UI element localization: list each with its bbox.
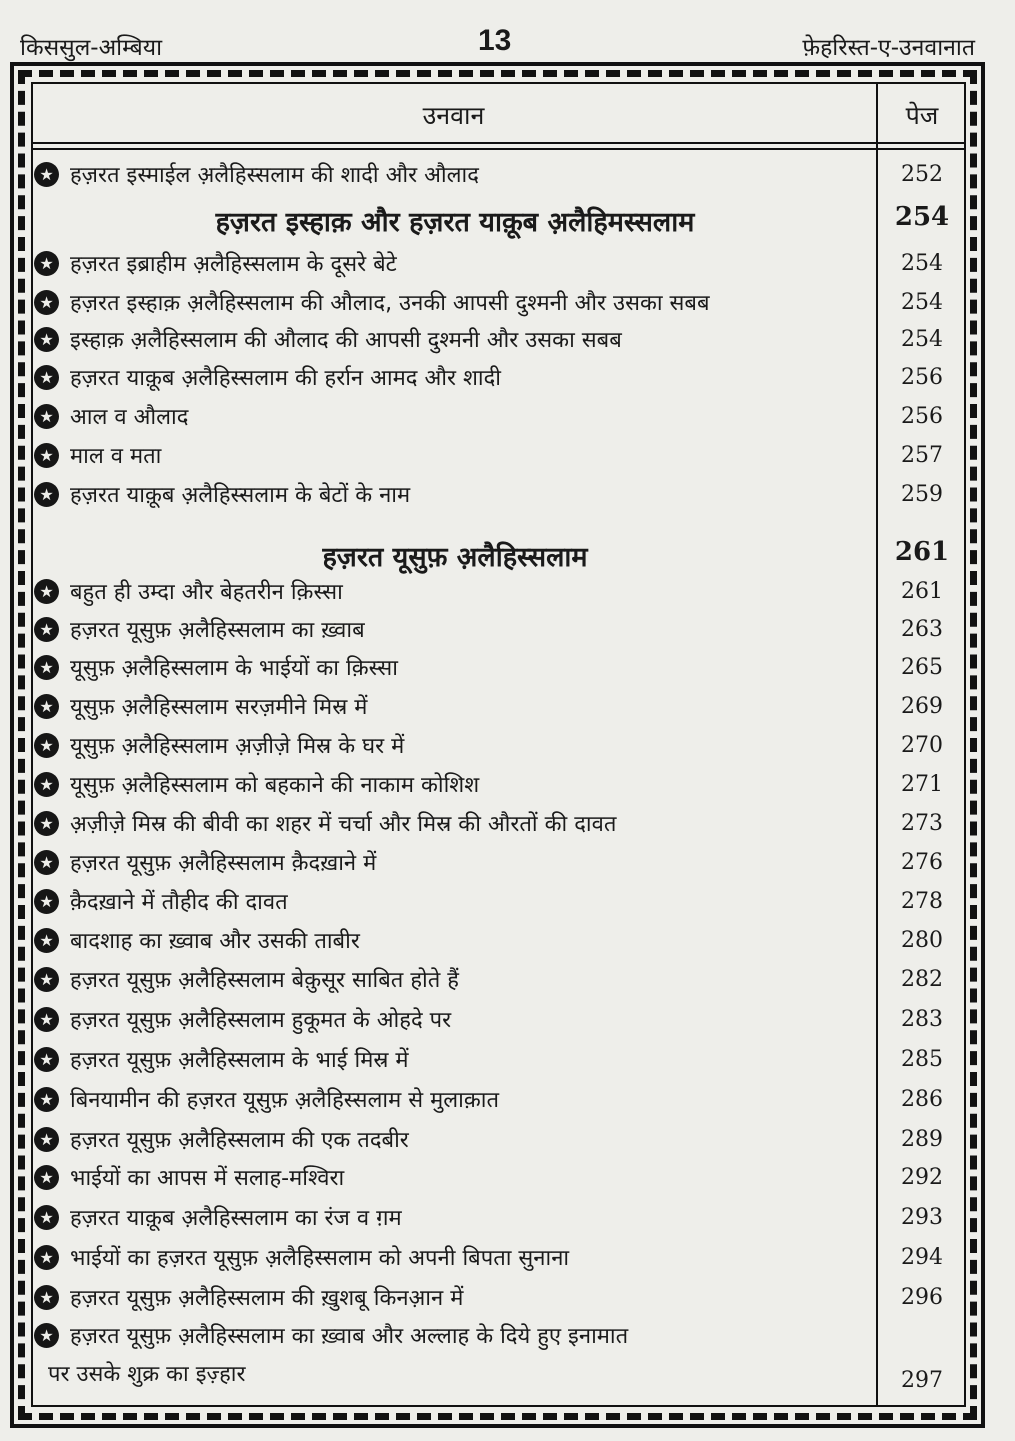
list-item — [34, 650, 964, 688]
column-header-title: उनवान — [422, 101, 485, 130]
list-item — [34, 962, 964, 1000]
entry-title: हज़रत इब्राहीम अ़लैहिस्सलाम के दूसरे बेटे — [70, 252, 397, 277]
star-bullet-icon: ★ — [34, 365, 59, 390]
header-divider-double — [31, 148, 966, 150]
entry-title: हज़रत याक़ूब अ़लैहिस्सलाम के बेटों के नाम — [70, 483, 411, 508]
entry-page: 296 — [901, 1285, 943, 1310]
list-item — [34, 845, 964, 883]
entry-title: हज़रत यूसुफ़ अ़लैहिस्सलाम के भाई मिस्र में — [70, 1048, 409, 1073]
entry-title: यूसुफ़ अ़लैहिस्सलाम सरज़मीने मिस्र में — [70, 695, 368, 720]
list-item — [34, 1240, 964, 1278]
entry-page: 271 — [901, 772, 943, 797]
entry-page: 289 — [901, 1127, 943, 1152]
star-bullet-icon: ★ — [34, 404, 59, 429]
entry-page: 254 — [901, 251, 943, 276]
entry-title: इस्हाक़ अ़लैहिस्सलाम की औलाद की आपसी दुश्मनी और उसका सबब — [70, 328, 622, 353]
entry-page: 256 — [901, 365, 943, 390]
star-bullet-icon: ★ — [34, 617, 59, 642]
entry-page: 276 — [901, 850, 943, 875]
entry-title: हज़रत यूसुफ़ अ़लैहिस्सलाम बेक़ुसूर साबित होते हैं — [70, 968, 459, 993]
star-bullet-icon: ★ — [34, 443, 59, 468]
entry-page: 286 — [901, 1087, 943, 1112]
star-bullet-icon: ★ — [34, 162, 59, 187]
entry-title: हज़रत इस्हाक़ अ़लैहिस्सलाम की औलाद, उनकी आपसी दुश्मनी और उसका सबब — [70, 291, 710, 316]
entry-page: 285 — [901, 1047, 943, 1072]
list-item — [34, 923, 964, 961]
list-item — [34, 767, 964, 805]
section-page: 254 — [894, 202, 950, 232]
list-item — [34, 157, 964, 195]
star-bullet-icon: ★ — [34, 1165, 59, 1190]
list-item — [34, 246, 964, 284]
section-heading — [34, 535, 964, 573]
list-item — [34, 574, 964, 612]
entry-title: यूसुफ़ अ़लैहिस्सलाम अ़ज़ीज़े मिस्र के घर में — [70, 734, 405, 759]
star-bullet-icon: ★ — [34, 811, 59, 836]
entry-page: 256 — [901, 404, 943, 429]
star-bullet-icon: ★ — [34, 1007, 59, 1032]
list-item — [34, 438, 964, 476]
list-item — [34, 806, 964, 844]
star-bullet-icon: ★ — [34, 694, 59, 719]
entry-title: आल व औलाद — [70, 405, 189, 430]
section-page: 261 — [894, 537, 950, 567]
star-bullet-icon: ★ — [34, 482, 59, 507]
entry-page: 252 — [901, 162, 943, 187]
entry-title: हज़रत याक़ूब अ़लैहिस्सलाम की हर्रान आमद और शादी — [70, 366, 501, 391]
header-divider — [31, 142, 966, 144]
entry-title: हज़रत यूसुफ़ अ़लैहिस्सलाम की एक तदबीर — [70, 1128, 409, 1153]
star-bullet-icon: ★ — [34, 251, 59, 276]
entry-page: 280 — [901, 928, 943, 953]
entry-page: 273 — [901, 811, 943, 836]
list-item — [34, 728, 964, 766]
entry-page: 259 — [901, 482, 943, 507]
list-item — [34, 884, 964, 922]
section-title: फ़ेहरिस्त-ए-उनवानात — [802, 35, 975, 61]
list-item — [34, 285, 964, 323]
star-bullet-icon: ★ — [34, 1285, 59, 1310]
entry-page: 297 — [901, 1368, 943, 1393]
entry-page: 263 — [901, 617, 943, 642]
star-bullet-icon: ★ — [34, 579, 59, 604]
entry-page: 283 — [901, 1007, 943, 1032]
entry-title: यूसुफ़ अ़लैहिस्सलाम को बहकाने की नाकाम कोशिश — [70, 773, 480, 798]
entry-page: 294 — [901, 1245, 943, 1270]
list-item — [34, 1082, 964, 1120]
star-bullet-icon: ★ — [34, 733, 59, 758]
entry-page: 278 — [901, 889, 943, 914]
star-bullet-icon: ★ — [34, 1323, 59, 1348]
list-item — [34, 612, 964, 650]
entry-title-continued: पर उसके शुक्र का इज़्हार — [48, 1362, 246, 1387]
star-bullet-icon: ★ — [34, 1087, 59, 1112]
entry-title: भाईयों का हज़रत यूसुफ़ अ़लैहिस्सलाम को अपनी बिपता सुनाना — [70, 1246, 570, 1271]
list-item — [34, 477, 964, 515]
star-bullet-icon: ★ — [34, 1205, 59, 1230]
page-header — [0, 0, 1015, 70]
entry-title: हज़रत यूसुफ़ अ़लैहिस्सलाम का ख़्वाब — [70, 618, 365, 643]
entry-page: 265 — [901, 655, 943, 680]
list-item — [34, 1002, 964, 1040]
entry-title: यूसुफ़ अ़लैहिस्सलाम के भाईयों का क़िस्सा — [70, 656, 398, 681]
entry-title: बहुत ही उम्दा और बेहतरीन क़िस्सा — [70, 580, 343, 605]
section-title: हज़रत यूसुफ़ अ़लैहिस्सलाम — [322, 542, 588, 573]
entry-page: 254 — [901, 327, 943, 352]
star-bullet-icon: ★ — [34, 928, 59, 953]
entry-title: हज़रत इस्माईल अ़लैहिस्सलाम की शादी और औलाद — [70, 163, 479, 188]
entry-page: 254 — [901, 290, 943, 315]
entry-title: भाईयों का आपस में सलाह-मश्विरा — [70, 1166, 345, 1191]
list-item — [34, 1122, 964, 1160]
entry-page: 261 — [901, 579, 943, 604]
list-item — [34, 322, 964, 360]
list-item — [34, 1160, 964, 1198]
star-bullet-icon: ★ — [34, 1245, 59, 1270]
entry-title: अ़ज़ीज़े मिस्र की बीवी का शहर में चर्चा और मिस्र की औरतों की दावत — [70, 812, 617, 837]
entry-title: बादशाह का ख़्वाब और उसकी ताबीर — [70, 929, 360, 954]
column-header-page: पेज — [905, 101, 939, 130]
star-bullet-icon: ★ — [34, 1047, 59, 1072]
entry-page: 293 — [901, 1205, 943, 1230]
entry-title: हज़रत याक़ूब अ़लैहिस्सलाम का रंज व ग़म — [70, 1206, 402, 1231]
list-item — [34, 1200, 964, 1238]
page-number: 13 — [478, 24, 512, 57]
list-item — [34, 1280, 964, 1318]
list-item — [34, 1318, 964, 1398]
star-bullet-icon: ★ — [34, 1127, 59, 1152]
entry-title: हज़रत यूसुफ़ अ़लैहिस्सलाम की ख़ुशबू किनआ़न में — [70, 1286, 464, 1311]
list-item — [34, 399, 964, 437]
entry-title: हज़रत यूसुफ़ अ़लैहिस्सलाम क़ैदख़ाने में — [70, 851, 377, 876]
entry-title: हज़रत यूसुफ़ अ़लैहिस्सलाम हुकूमत के ओहदे पर — [70, 1008, 452, 1033]
section-title: हज़रत इस्हाक़ और हज़रत याक़ूब अ़लैहिमस्सलाम — [215, 207, 695, 238]
list-item — [34, 1042, 964, 1080]
entry-page: 292 — [901, 1165, 943, 1190]
list-item — [34, 689, 964, 727]
entry-title: हज़रत यूसुफ़ अ़लैहिस्सलाम का ख़्वाब और अल्लाह के दिये हुए इनामात — [70, 1324, 629, 1349]
star-bullet-icon: ★ — [34, 850, 59, 875]
star-bullet-icon: ★ — [34, 327, 59, 352]
entry-page: 282 — [901, 967, 943, 992]
star-bullet-icon: ★ — [34, 772, 59, 797]
section-heading — [34, 200, 964, 238]
entry-page: 257 — [901, 443, 943, 468]
book-title: किससुल-अम्बिया — [20, 35, 163, 61]
star-bullet-icon: ★ — [34, 290, 59, 315]
star-bullet-icon: ★ — [34, 967, 59, 992]
star-bullet-icon: ★ — [34, 889, 59, 914]
entry-title: बिनयामीन की हज़रत यूसुफ़ अ़लैहिस्सलाम से मुलाक़ात — [70, 1088, 499, 1113]
entry-title: माल व मता — [70, 444, 162, 469]
entry-page: 270 — [901, 733, 943, 758]
list-item — [34, 360, 964, 398]
entry-page: 269 — [901, 694, 943, 719]
entry-title: क़ैदख़ाने में तौहीद की दावत — [70, 890, 288, 915]
star-bullet-icon: ★ — [34, 655, 59, 680]
